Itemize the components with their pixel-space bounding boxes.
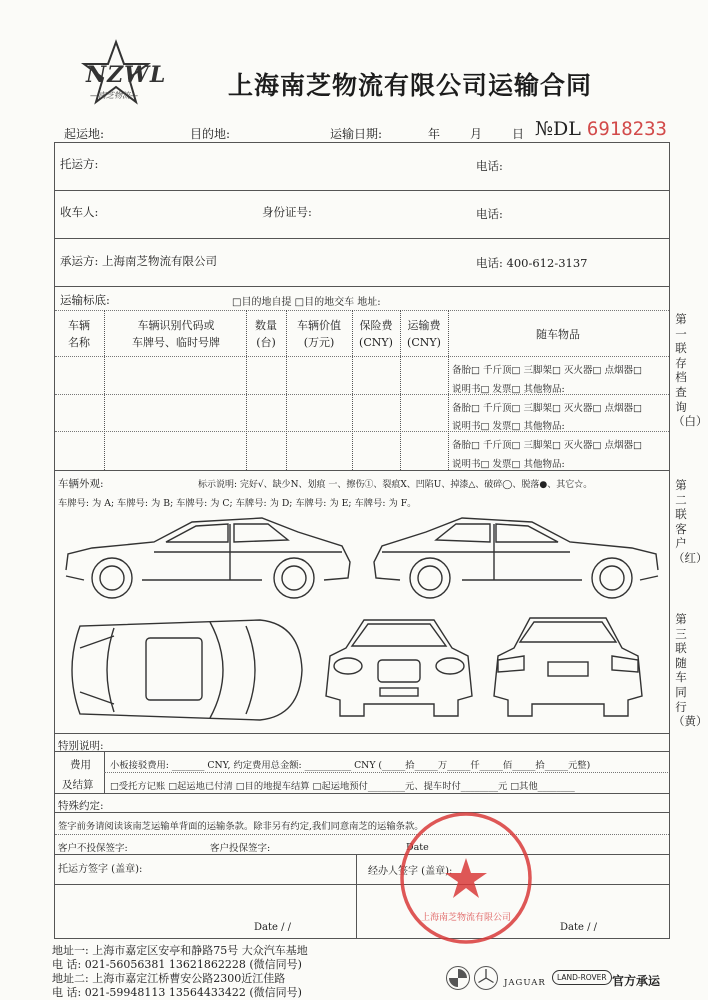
- transport-options: □目的地自提 □目的地交车 地址:: [232, 297, 381, 308]
- serial-prefix: №DL: [535, 118, 581, 140]
- consignor-phone-label: 电话:: [476, 159, 503, 173]
- landrover-logo: LAND-ROVER: [552, 970, 612, 985]
- accessory-row-2-other: 说明书□ 发票□ 其他物品:: [452, 421, 565, 432]
- col-line: [104, 310, 105, 470]
- divider: [54, 286, 670, 287]
- th-value: 车辆价值 (万元): [297, 319, 341, 349]
- serial-number: [535, 118, 667, 140]
- settlement-label: 及结算: [62, 779, 94, 791]
- date-label: 运输日期:: [330, 127, 383, 141]
- accessory-row-2: 备胎□ 千斤顶□ 三脚架□ 灭火器□ 点烟器□: [452, 403, 642, 414]
- consignee-label: 收车人:: [60, 205, 99, 219]
- footer-address-2: 地址二: 上海市嘉定江桥曹安公路2300近江佳路: [52, 972, 286, 985]
- divider: [54, 190, 670, 191]
- jaguar-logo: JAGUAR: [504, 978, 546, 988]
- th-insurance: 保险费 (CNY): [359, 319, 393, 349]
- consignor-signature-label: 托运方签字 (盖章):: [58, 864, 143, 875]
- mercedes-logo-icon: [474, 966, 498, 990]
- accessory-row-3-other: 说明书□ 发票□ 其他物品:: [452, 459, 565, 470]
- date-small: Date: [406, 842, 429, 853]
- car-rear-diagram: [490, 612, 646, 720]
- divider: [55, 431, 669, 432]
- divider: [54, 793, 670, 794]
- official-carrier-label: 官方承运: [612, 974, 661, 988]
- svg-text:上海南芝物流有限公司: 上海南芝物流有限公司: [420, 913, 512, 923]
- col-line: [246, 310, 247, 470]
- col-line: [54, 854, 55, 938]
- id-number-label: 身份证号:: [262, 205, 312, 219]
- footer-phone-1: 电 话: 021-56056381 13621862228 (微信同号): [52, 958, 302, 971]
- handler-date: Date / /: [560, 922, 598, 933]
- carrier-label: 承运方: 上海南芝物流有限公司: [60, 254, 218, 268]
- handler-signature-label: 经办人签字 (盖章):: [368, 866, 453, 877]
- divider: [54, 938, 670, 939]
- copy-label-second: 第二联客户（红）: [673, 478, 708, 565]
- origin-label: 起运地:: [64, 127, 105, 141]
- document-title: 上海南芝物流有限公司运输合同: [228, 71, 593, 100]
- divider: [54, 733, 670, 734]
- year-label: 年: [428, 127, 441, 141]
- destination-label: 目的地:: [190, 127, 231, 141]
- car-side-right-diagram: [370, 512, 662, 602]
- fee-label: 费用: [70, 759, 91, 771]
- transport-label: 运输标底:: [60, 293, 110, 307]
- bmw-logo-icon: [446, 966, 470, 990]
- divider: [54, 751, 670, 752]
- sign-notice: 签字前务请阅读该南芝运输单背面的运输条款。除非另有约定,我们同意南芝的运输条款。: [58, 821, 424, 832]
- month-label: 月: [470, 127, 483, 141]
- divider: [55, 834, 669, 835]
- col-line: [356, 854, 357, 938]
- divider: [54, 812, 670, 813]
- special-note-label: 特别说明:: [58, 740, 104, 752]
- car-side-left-diagram: [62, 512, 354, 602]
- appearance-legend: 标示说明: 完好√、缺少N、划痕 一、擦伤①、裂痕X、凹陷U、掉漆△、破碎◯、脱落●、其它☆。: [198, 480, 593, 490]
- plate-assignments: 车牌号: 为 A; 车牌号: 为 B; 车牌号: 为 C; 车牌号: 为 D; 车牌号: 为 E; 车牌号: 为 F。: [58, 498, 417, 509]
- th-vehicle-name: 车辆 名称: [68, 319, 90, 349]
- divider: [55, 394, 669, 395]
- company-logo: [74, 40, 194, 110]
- logo-subtitle: —南芝物流—: [90, 91, 138, 100]
- no-insurance-signature: 客户不投保签字:: [58, 843, 128, 854]
- th-freight: 运输费 (CNY): [407, 319, 441, 349]
- settlement-options: □受托方记账 □起运地已付清 □目的地提车结算 □起运地预付________元、提车时付________元 □其他________: [110, 781, 575, 792]
- consignee-phone-label: 电话:: [476, 207, 503, 221]
- car-top-diagram: [60, 608, 306, 732]
- day-label: 日: [512, 127, 525, 141]
- divider: [54, 238, 670, 239]
- accessory-row-1: 备胎□ 千斤顶□ 三脚架□ 灭火器□ 点烟器□: [452, 365, 642, 376]
- consignor-date: Date / /: [254, 922, 292, 933]
- copy-label-first: 第一联存档查询（白）: [673, 312, 708, 429]
- accessory-row-1-other: 说明书□ 发票□ 其他物品:: [452, 384, 565, 395]
- carrier-phone: 电话: 400-612-3137: [476, 256, 588, 270]
- col-line: [448, 310, 449, 470]
- col-line: [400, 310, 401, 470]
- special-agreement-label: 特殊约定:: [58, 800, 104, 812]
- copy-label-third: 第三联随车同行（黄）: [673, 612, 708, 729]
- col-line: [669, 854, 670, 938]
- col-line: [352, 310, 353, 470]
- divider: [54, 854, 670, 855]
- footer-phone-2: 电 话: 021-59948113 13564433422 (微信同号): [52, 986, 302, 999]
- appearance-label: 车辆外观:: [58, 478, 104, 490]
- divider: [54, 470, 670, 471]
- th-quantity: 数量 (台): [255, 319, 277, 349]
- company-seal-stamp: [396, 808, 536, 948]
- accessory-row-3: 备胎□ 千斤顶□ 三脚架□ 灭火器□ 点烟器□: [452, 440, 642, 451]
- car-front-diagram: [322, 612, 476, 720]
- divider: [55, 310, 669, 311]
- insurance-signature: 客户投保签字:: [210, 843, 271, 854]
- divider: [55, 356, 669, 357]
- col-line: [286, 310, 287, 470]
- serial-value: 6918233: [586, 118, 667, 140]
- logo-text: NZWL: [86, 62, 167, 88]
- divider: [104, 772, 668, 773]
- consignor-label: 托运方:: [60, 157, 99, 171]
- footer-address-1: 地址一: 上海市嘉定区安亭和静路75号 大众汽车基地: [52, 944, 308, 957]
- th-accessories: 随车物品: [536, 328, 580, 341]
- th-vin: 车辆识别代码或 车牌号、临时号牌: [132, 319, 220, 349]
- fee-line: 小板接驳费用: _______ CNY, 约定费用总金额: __________ CNY (_____拾_____万_____仟_____佰_____拾_____元整): [110, 760, 591, 771]
